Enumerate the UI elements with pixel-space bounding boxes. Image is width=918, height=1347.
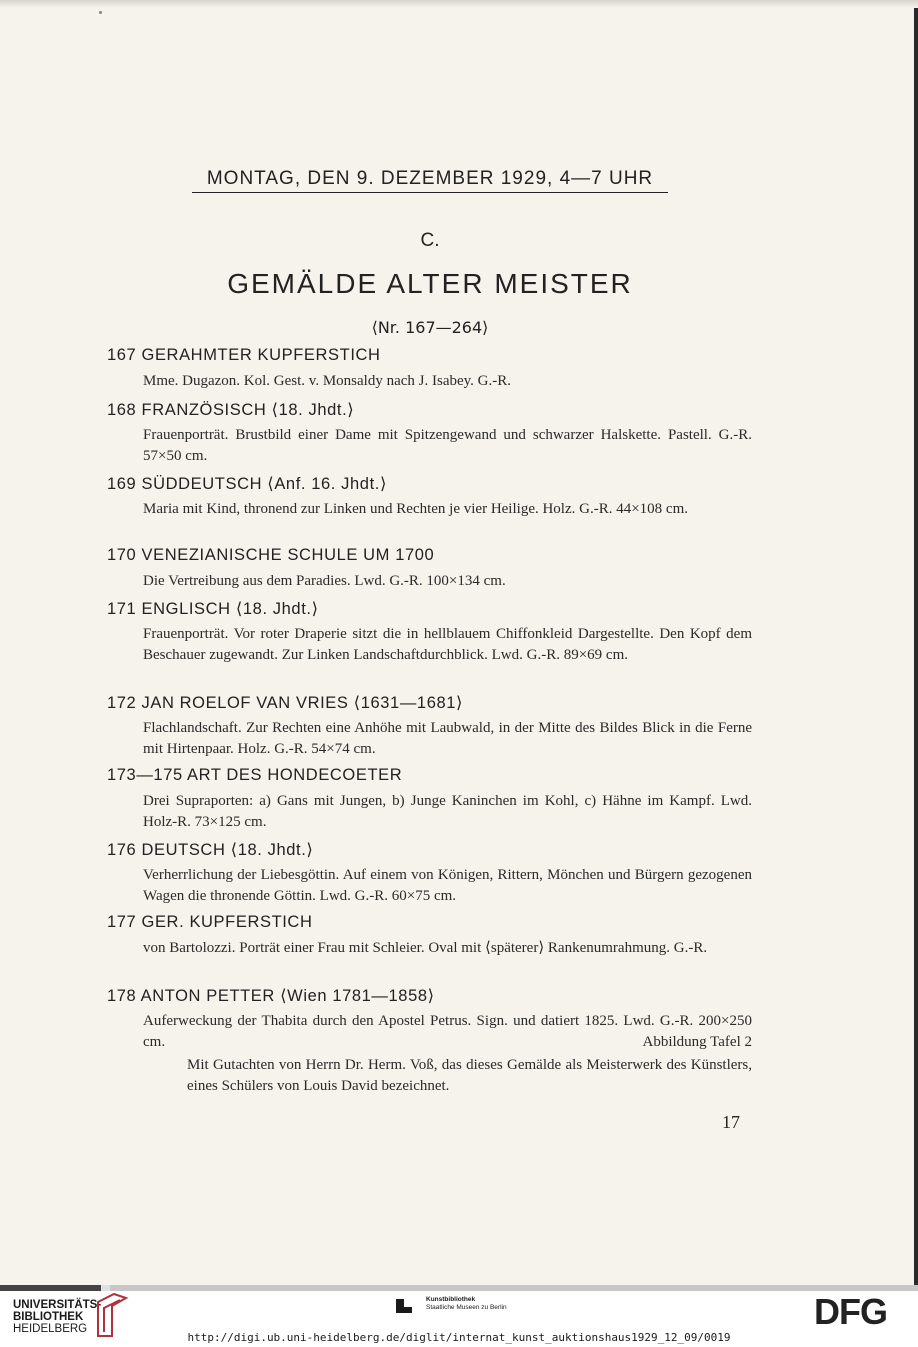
lot-description: Mme. Dugazon. Kol. Gest. v. Monsaldy nach J. Isabey. G.-R. <box>143 373 511 389</box>
lot-description: Flachlandschaft. Zur Rechten eine Anhöhe mit Laubwald, in der Mitte des Bildes Blick in die Ferne mit Hirtenpaar. Holz. G.-R. 54×74 cm. <box>143 720 752 757</box>
kb-subtitle: Staatliche Museen zu Berlin <box>426 1304 507 1311</box>
lot-heading: 170 VENEZIANISCHE SCHULE UM 1700 <box>107 546 435 564</box>
lot-description: Die Vertreibung aus dem Paradies. Lwd. G.-R. 100×134 cm. <box>143 573 506 589</box>
lot-description: Frauenporträt. Brustbild einer Dame mit Spitzengewand und schwarzer Halskette. Pastell. G.-R. 57×50 cm. <box>143 427 752 464</box>
lot-heading: 168 FRANZÖSISCH ⟨18. Jhdt.⟩ <box>107 401 355 419</box>
library-logo <box>13 1299 101 1335</box>
section-lot-range: ⟨Nr. 167—264⟩ <box>371 318 489 337</box>
footer-bar <box>0 1291 918 1347</box>
lot-description: Frauenporträt. Vor roter Draperie sitzt die in hellblauem Chiffonkleid Dargestellte. Den Kopf dem Beschauer zugewandt. Zur Linken Landschaftdurchblick. Lwd. G.-R. 89×69 cm. <box>143 626 752 663</box>
lot-description <box>143 1011 752 1053</box>
library-name-line2: BIBLIOTHEK <box>13 1311 84 1323</box>
kunstbibliothek-logo-icon <box>394 1295 416 1315</box>
library-name-line3: HEIDELBERG <box>13 1323 88 1335</box>
lot-heading: 169 SÜDDEUTSCH ⟨Anf. 16. Jhdt.⟩ <box>107 475 387 493</box>
lot-description: Drei Supraporten: a) Gans mit Jungen, b) Junge Kaninchen im Kohl, c) Hähne im Kampf. Lwd. Holz-R. 73×125 cm. <box>143 793 752 830</box>
page-edge <box>0 0 918 8</box>
library-name-line1: UNIVERSITÄTS- <box>13 1299 102 1311</box>
kunstbibliothek-label <box>426 1296 566 1312</box>
lot-heading: 178 ANTON PETTER ⟨Wien 1781—1858⟩ <box>107 987 435 1005</box>
lot-description-text: Auferweckung der Thabita durch den Apostel Petrus. Sign. und datiert 1825. Lwd. G.-R. 200×250 cm. <box>143 1013 752 1050</box>
lot-description: von Bartolozzi. Porträt einer Frau mit Schleier. Oval mit ⟨späterer⟩ Rankenumrahmung. G.-R. <box>143 940 708 956</box>
plate-reference: Abbildung Tafel 2 <box>642 1034 752 1050</box>
dfg-logo: DFG <box>814 1291 887 1332</box>
lot-heading: 177 GER. KUPFERSTICH <box>107 913 313 931</box>
lot-description: Maria mit Kind, thronend zur Linken und Rechten je vier Heilige. Holz. G.-R. 44×108 cm. <box>143 501 688 517</box>
lot-description: Verherrlichung der Liebesgöttin. Auf einem von Königen, Rittern, Mönchen und Bürgern gezogenen Wagen die thronende Göttin. Lwd. G.-R. 60×75 cm. <box>143 867 752 904</box>
page-speck <box>99 11 102 14</box>
lot-heading: 176 DEUTSCH ⟨18. Jhdt.⟩ <box>107 841 314 859</box>
kb-name: Kunstbibliothek <box>426 1296 476 1303</box>
section-title: GEMÄLDE ALTER MEISTER <box>227 268 633 299</box>
lot-heading: 171 ENGLISCH ⟨18. Jhdt.⟩ <box>107 600 319 618</box>
section-letter: C. <box>420 230 440 251</box>
lot-heading: 167 GERAHMTER KUPFERSTICH <box>107 346 381 364</box>
lot-heading: 173—175 ART DES HONDECOETER <box>107 766 403 784</box>
lot-note: Mit Gutachten von Herrn Dr. Herm. Voß, das dieses Gemälde als Meisterwerk des Künstlers, eines Schülers von Louis David bezeichnet. <box>187 1057 752 1094</box>
auction-date-heading: MONTAG, DEN 9. DEZEMBER 1929, 4—7 UHR <box>192 168 668 193</box>
source-url[interactable]: http://digi.ub.uni-heidelberg.de/diglit/internat_kunst_auktionshaus1929_12_09/0019 <box>187 1331 731 1344</box>
page-number: 17 <box>722 1112 740 1132</box>
lot-heading: 172 JAN ROELOF VAN VRIES ⟨1631—1681⟩ <box>107 694 464 712</box>
